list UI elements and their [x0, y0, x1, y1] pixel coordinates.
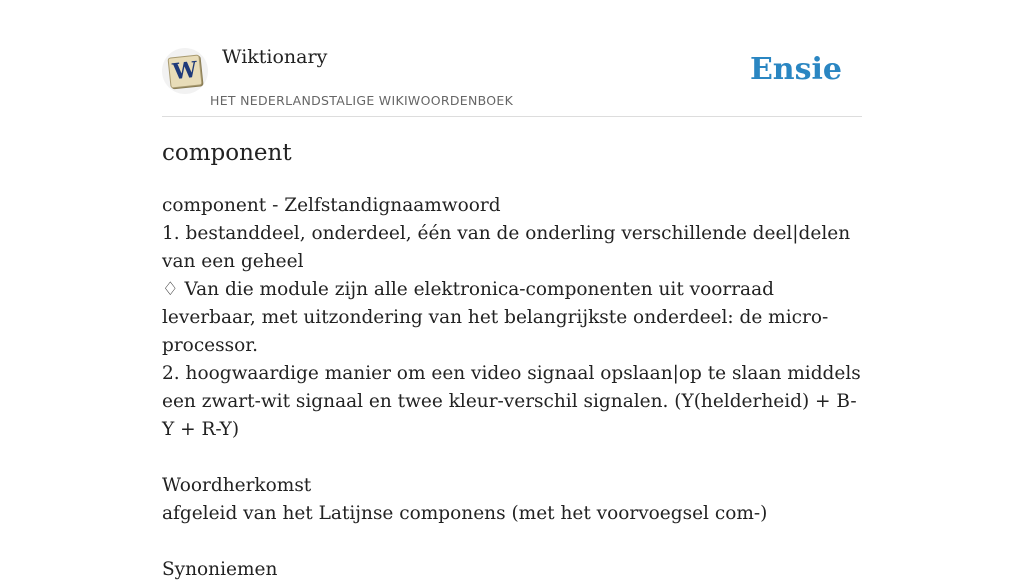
part-of-speech-line: component - Zelfstandignaamwoord [162, 195, 501, 216]
definition-1: 1. bestanddeel, onderdeel, één van de onderling verschillende deel|delen van een geheel [162, 223, 851, 272]
site-tagline: HET NEDERLANDSTALIGE WIKIWOORDENBOEK [210, 93, 514, 108]
ensie-brand-link[interactable]: Ensie [749, 52, 842, 87]
site-name[interactable]: Wiktionary [222, 46, 328, 68]
synonyms-heading: Synoniemen [162, 559, 278, 580]
page-title: component [162, 140, 292, 166]
definition-2: 2. hoogwaardige manier om een video signaal opslaan|op te slaan middels een zwart-wit signaal en twee kleur-verschil signalen. (Y(helderheid) + B-Y + R-Y) [162, 363, 861, 440]
site-header [162, 0, 862, 117]
example-1: ♢ Van die module zijn alle elektronica-componenten uit voorraad leverbaar, met uitzondering van het belangrijkste onderdeel: de micro-processor. [162, 279, 829, 356]
wiktionary-logo[interactable] [162, 48, 208, 94]
etymology-heading: Woordherkomst [162, 475, 312, 496]
wiktionary-logo-icon: W [167, 54, 202, 88]
spacer [162, 528, 862, 556]
spacer [162, 444, 862, 472]
etymology-text: afgeleid van het Latijnse componens (met het voorvoegsel com-) [162, 503, 768, 524]
entry-content [162, 192, 862, 584]
page-container [162, 0, 862, 580]
